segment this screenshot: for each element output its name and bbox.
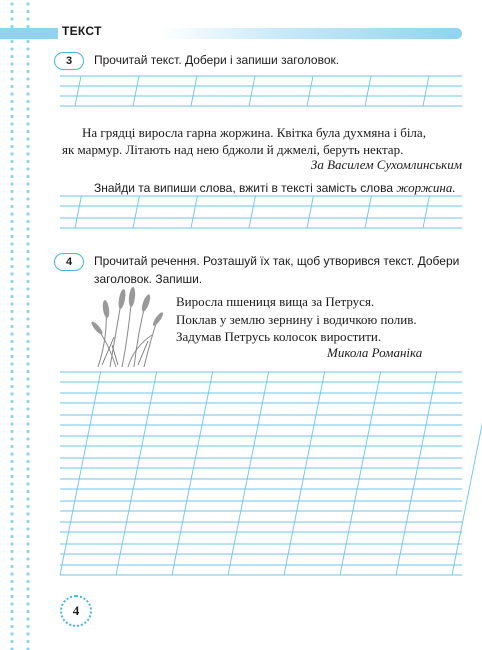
task-3-paragraph-line-1: На грядці виросла гарна жоржина. Квітка була духмяна і біла,: [82, 125, 426, 140]
task-3-author: За Василем Сухомлинським: [310, 157, 462, 172]
page-number: 4: [60, 595, 92, 627]
task-3-subtask: [94, 179, 456, 197]
task-4-author: Микола Романіка: [327, 345, 423, 360]
task-3-subtask-word: жоржина.: [396, 180, 456, 195]
task-4-sentence-3: Задумав Петрусь колосок виростити.: [176, 329, 382, 344]
task-4-sentence-1: Виросла пшениця вища за Петруся.: [176, 294, 375, 309]
task-3-instruction: Прочитай текст. Добери і запиши заголовок.: [94, 53, 340, 67]
task-4-sentence-2: Поклав у землю зернину і водичкою полив.: [176, 312, 417, 327]
task-4-number: 4: [54, 253, 84, 271]
section-title: ТЕКСТ: [62, 24, 102, 38]
task-4-instruction-line-2: заголовок. Запиши.: [94, 272, 203, 286]
task-4-instruction-line-1: Прочитай речення. Розташуй їх так, щоб утворився текст. Добери: [94, 254, 460, 268]
wheat-illustration: [88, 287, 166, 369]
task-3-subtask-text: Знайди та випиши слова, вжиті в тексті замість слова: [94, 181, 397, 195]
task-3-paragraph: [62, 124, 462, 142]
task-3-paragraph-line-2: як мармур. Літають над нею бджоли й джмелі, беруть нектар.: [62, 142, 404, 157]
task-3-number: 3: [54, 52, 84, 70]
